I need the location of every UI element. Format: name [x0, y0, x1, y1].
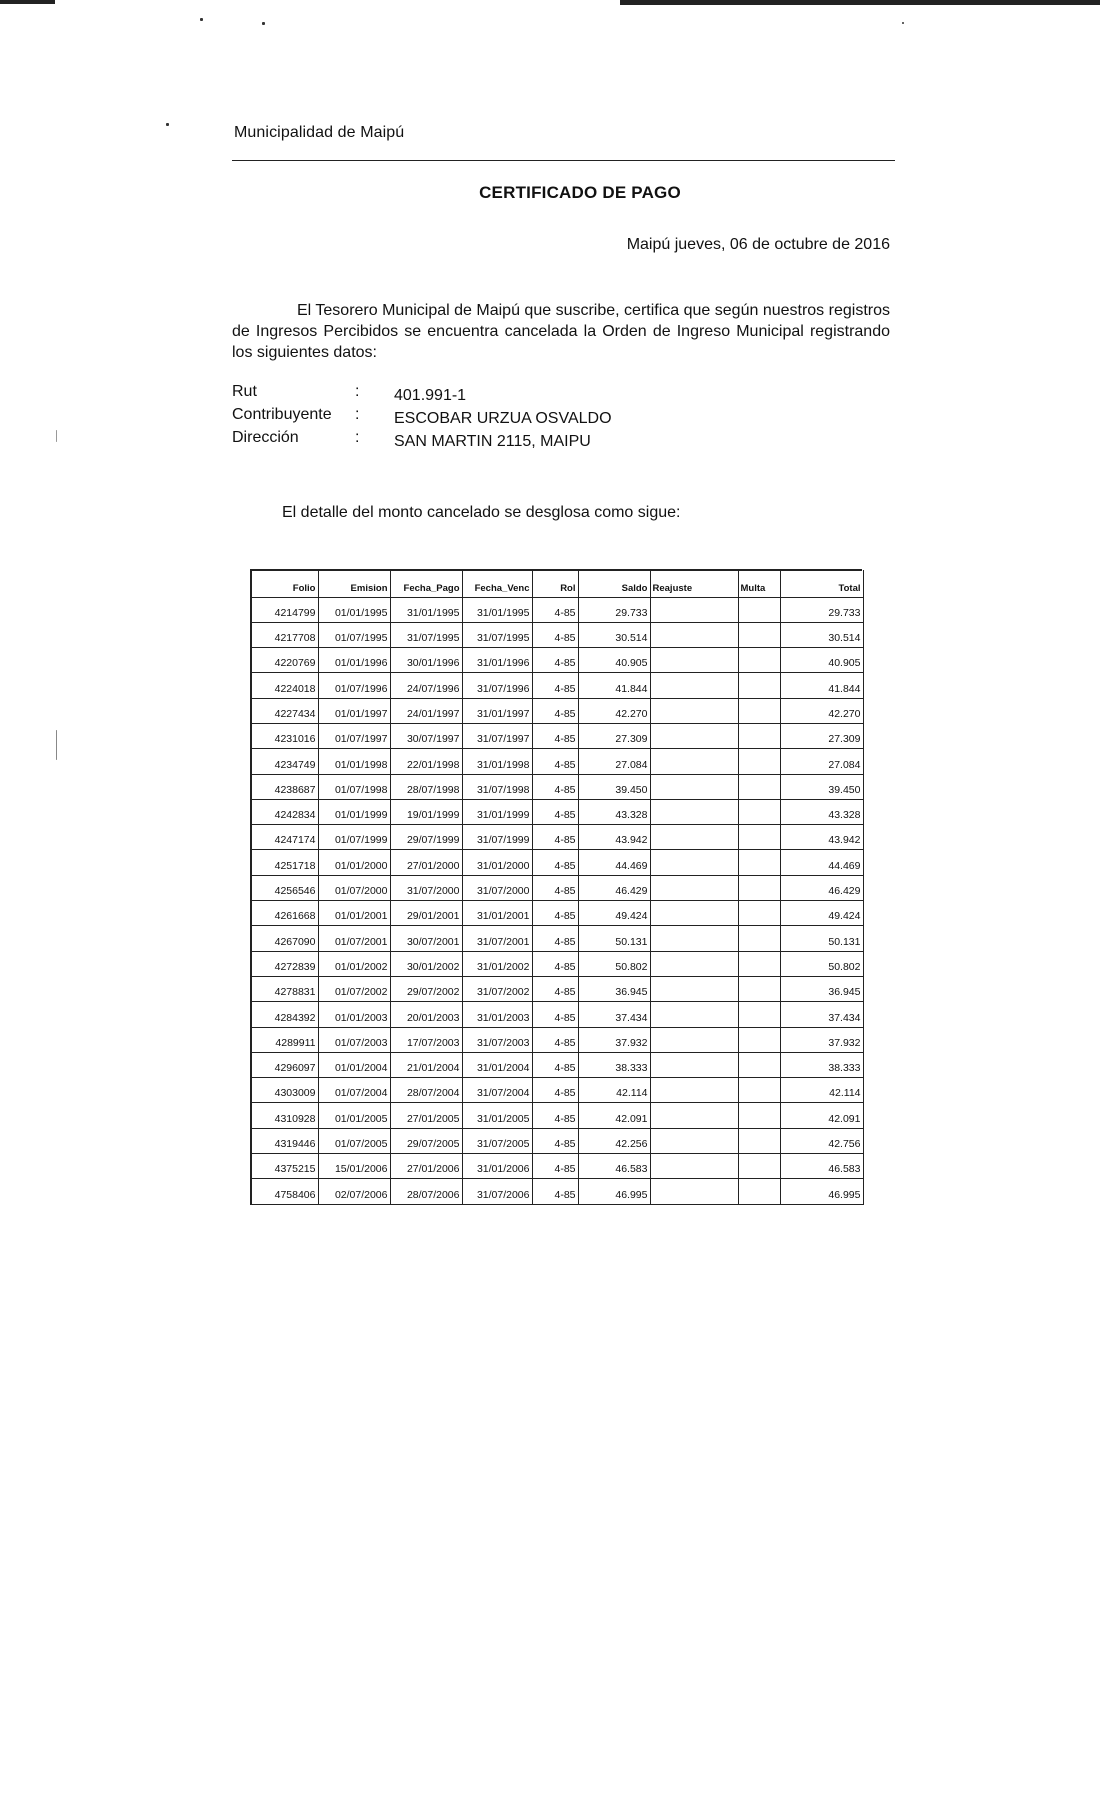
cell-reajuste: [650, 825, 738, 850]
cell-emision: 01/01/2005: [318, 1103, 390, 1128]
cell-folio: 4284392: [251, 1002, 318, 1027]
cell-reajuste: [650, 1027, 738, 1052]
cell-multa: [738, 1179, 780, 1204]
cell-fecha-venc: 31/07/2001: [462, 926, 532, 951]
cell-folio: 4251718: [251, 850, 318, 875]
cell-reajuste: [650, 976, 738, 1001]
cell-total: 29.733: [780, 597, 863, 622]
scan-speck: [56, 430, 57, 442]
cell-folio: 4217708: [251, 622, 318, 647]
cell-fecha-pago: 17/07/2003: [390, 1027, 462, 1052]
scan-edge-artifact: [0, 0, 1100, 6]
cell-reajuste: [650, 799, 738, 824]
cell-rol: 4-85: [532, 1154, 578, 1179]
cell-saldo: 30.514: [578, 622, 650, 647]
table-row: [251, 825, 863, 850]
column-header-emision: Emision: [318, 570, 390, 597]
header-divider: [232, 160, 895, 161]
table-row: [251, 723, 863, 748]
document-title-text: CERTIFICADO DE PAGO: [479, 183, 681, 202]
cell-folio: 4758406: [251, 1179, 318, 1204]
cell-total: 27.309: [780, 723, 863, 748]
field-value: ESCOBAR URZUA OSVALDO: [394, 410, 612, 427]
cell-emision: 01/07/1996: [318, 673, 390, 698]
cell-saldo: 37.434: [578, 1002, 650, 1027]
cell-fecha-pago: 30/07/1997: [390, 723, 462, 748]
cell-rol: 4-85: [532, 1027, 578, 1052]
cell-reajuste: [650, 1078, 738, 1103]
cell-saldo: 38.333: [578, 1052, 650, 1077]
cell-folio: 4296097: [251, 1052, 318, 1077]
field-colon: :: [355, 406, 360, 423]
table-row: [251, 799, 863, 824]
cell-saldo: 46.995: [578, 1179, 650, 1204]
cell-folio: 4303009: [251, 1078, 318, 1103]
cell-folio: 4256546: [251, 875, 318, 900]
cell-folio: 4272839: [251, 951, 318, 976]
table-row: [251, 1078, 863, 1103]
cell-rol: 4-85: [532, 723, 578, 748]
table-header-row: [251, 570, 863, 597]
cell-total: 30.514: [780, 622, 863, 647]
cell-rol: 4-85: [532, 799, 578, 824]
cell-emision: 01/01/1996: [318, 648, 390, 673]
field-colon: :: [355, 429, 360, 446]
cell-multa: [738, 1002, 780, 1027]
cell-emision: 01/01/2002: [318, 951, 390, 976]
cell-folio: 4220769: [251, 648, 318, 673]
table-row: [251, 951, 863, 976]
cell-reajuste: [650, 622, 738, 647]
cell-total: 46.583: [780, 1154, 863, 1179]
cell-fecha-pago: 28/07/2006: [390, 1179, 462, 1204]
cell-fecha-venc: 31/01/2001: [462, 901, 532, 926]
cell-fecha-pago: 27/01/2006: [390, 1154, 462, 1179]
table-row: [251, 749, 863, 774]
cell-total: 42.114: [780, 1078, 863, 1103]
cell-fecha-pago: 24/01/1997: [390, 698, 462, 723]
table-row: [251, 976, 863, 1001]
cell-fecha-pago: 22/01/1998: [390, 749, 462, 774]
cell-fecha-pago: 19/01/1999: [390, 799, 462, 824]
column-header-total: Total: [780, 570, 863, 597]
cell-fecha-venc: 31/01/2006: [462, 1154, 532, 1179]
cell-rol: 4-85: [532, 597, 578, 622]
cell-fecha-venc: 31/01/2003: [462, 1002, 532, 1027]
scan-speck: [200, 18, 203, 21]
cell-folio: 4214799: [251, 597, 318, 622]
cell-folio: 4289911: [251, 1027, 318, 1052]
cell-multa: [738, 875, 780, 900]
cell-emision: 01/01/1997: [318, 698, 390, 723]
cell-fecha-pago: 30/01/2002: [390, 951, 462, 976]
cell-emision: 01/01/1999: [318, 799, 390, 824]
organization-name: Municipalidad de Maipú: [234, 124, 405, 141]
cell-emision: 01/07/1999: [318, 825, 390, 850]
cell-total: 46.429: [780, 875, 863, 900]
cell-rol: 4-85: [532, 1078, 578, 1103]
cell-multa: [738, 723, 780, 748]
cell-saldo: 49.424: [578, 901, 650, 926]
cell-multa: [738, 774, 780, 799]
cell-fecha-pago: 28/07/2004: [390, 1078, 462, 1103]
cell-reajuste: [650, 1128, 738, 1153]
cell-total: 44.469: [780, 850, 863, 875]
cell-fecha-venc: 31/07/1996: [462, 673, 532, 698]
cell-fecha-venc: 31/07/1997: [462, 723, 532, 748]
cell-folio: 4234749: [251, 749, 318, 774]
cell-emision: 01/07/1998: [318, 774, 390, 799]
cell-folio: 4278831: [251, 976, 318, 1001]
cell-fecha-pago: 20/01/2003: [390, 1002, 462, 1027]
scan-speck: [902, 22, 904, 24]
cell-fecha-pago: 27/01/2005: [390, 1103, 462, 1128]
cell-multa: [738, 1128, 780, 1153]
cell-folio: 4319446: [251, 1128, 318, 1153]
cell-fecha-venc: 31/07/2006: [462, 1179, 532, 1204]
scan-speck: [166, 123, 169, 126]
table-row: [251, 1103, 863, 1128]
cell-rol: 4-85: [532, 850, 578, 875]
cell-rol: 4-85: [532, 698, 578, 723]
table-row: [251, 774, 863, 799]
cell-folio: 4227434: [251, 698, 318, 723]
cell-rol: 4-85: [532, 976, 578, 1001]
cell-multa: [738, 749, 780, 774]
cell-reajuste: [650, 1179, 738, 1204]
cell-multa: [738, 1154, 780, 1179]
cell-multa: [738, 850, 780, 875]
cell-saldo: 27.309: [578, 723, 650, 748]
cell-total: 40.905: [780, 648, 863, 673]
cell-rol: 4-85: [532, 926, 578, 951]
cell-saldo: 27.084: [578, 749, 650, 774]
cell-total: 43.328: [780, 799, 863, 824]
cell-saldo: 46.429: [578, 875, 650, 900]
cell-multa: [738, 1103, 780, 1128]
field-label: Rut: [232, 383, 257, 400]
column-header-fecha-venc: Fecha_Venc: [462, 570, 532, 597]
detail-intro: El detalle del monto cancelado se desglosa como sigue:: [282, 504, 681, 521]
cell-emision: 01/07/2003: [318, 1027, 390, 1052]
column-header-folio: Folio: [251, 570, 318, 597]
cell-fecha-venc: 31/01/2005: [462, 1103, 532, 1128]
table-row: [251, 673, 863, 698]
cell-saldo: 39.450: [578, 774, 650, 799]
cell-rol: 4-85: [532, 1052, 578, 1077]
scan-speck: [262, 22, 265, 25]
table-row: [251, 850, 863, 875]
cell-emision: 01/01/2003: [318, 1002, 390, 1027]
cell-multa: [738, 825, 780, 850]
cell-rol: 4-85: [532, 648, 578, 673]
cell-total: 42.270: [780, 698, 863, 723]
cell-folio: 4238687: [251, 774, 318, 799]
cell-fecha-venc: 31/01/1996: [462, 648, 532, 673]
cell-folio: 4247174: [251, 825, 318, 850]
cell-emision: 02/07/2006: [318, 1179, 390, 1204]
cell-reajuste: [650, 1052, 738, 1077]
cell-fecha-pago: 31/07/1995: [390, 622, 462, 647]
cell-reajuste: [650, 1103, 738, 1128]
table-row: [251, 1002, 863, 1027]
cell-emision: 01/01/2000: [318, 850, 390, 875]
cell-rol: 4-85: [532, 774, 578, 799]
cell-fecha-pago: 29/07/1999: [390, 825, 462, 850]
cell-fecha-venc: 31/01/2004: [462, 1052, 532, 1077]
cell-fecha-pago: 27/01/2000: [390, 850, 462, 875]
column-header-saldo: Saldo: [578, 570, 650, 597]
cell-rol: 4-85: [532, 673, 578, 698]
table-row: [251, 1179, 863, 1204]
cell-saldo: 43.328: [578, 799, 650, 824]
cell-fecha-venc: 31/01/2000: [462, 850, 532, 875]
cell-fecha-pago: 29/07/2002: [390, 976, 462, 1001]
cell-folio: 4224018: [251, 673, 318, 698]
cell-multa: [738, 901, 780, 926]
cell-emision: 01/01/1995: [318, 597, 390, 622]
cell-reajuste: [650, 673, 738, 698]
scan-mark-left: [0, 0, 55, 4]
cell-multa: [738, 597, 780, 622]
scan-mark-right: [620, 0, 1100, 5]
cell-folio: 4267090: [251, 926, 318, 951]
cell-total: 39.450: [780, 774, 863, 799]
field-value: SAN MARTIN 2115, MAIPU: [394, 433, 591, 450]
cell-total: 36.945: [780, 976, 863, 1001]
cell-reajuste: [650, 698, 738, 723]
column-header-rol: Rol: [532, 570, 578, 597]
cell-folio: 4242834: [251, 799, 318, 824]
column-header-multa: Multa: [738, 570, 780, 597]
cell-emision: 01/07/2005: [318, 1128, 390, 1153]
cell-total: 43.942: [780, 825, 863, 850]
cell-reajuste: [650, 951, 738, 976]
table-row: [251, 926, 863, 951]
cell-fecha-pago: 29/07/2005: [390, 1128, 462, 1153]
document-title: [0, 183, 1100, 203]
cell-total: 50.131: [780, 926, 863, 951]
table-row: [251, 875, 863, 900]
cell-multa: [738, 673, 780, 698]
cell-fecha-pago: 30/01/1996: [390, 648, 462, 673]
cell-fecha-pago: 24/07/1996: [390, 673, 462, 698]
cell-total: 42.756: [780, 1128, 863, 1153]
cell-fecha-pago: 31/07/2000: [390, 875, 462, 900]
cell-fecha-venc: 31/07/1998: [462, 774, 532, 799]
cell-saldo: 43.942: [578, 825, 650, 850]
column-header-fecha-pago: Fecha_Pago: [390, 570, 462, 597]
cell-reajuste: [650, 850, 738, 875]
cell-fecha-venc: 31/01/2002: [462, 951, 532, 976]
cell-emision: 01/01/2004: [318, 1052, 390, 1077]
cell-saldo: 36.945: [578, 976, 650, 1001]
cell-saldo: 29.733: [578, 597, 650, 622]
cell-folio: 4261668: [251, 901, 318, 926]
cell-multa: [738, 1078, 780, 1103]
cell-fecha-venc: 31/01/1998: [462, 749, 532, 774]
cell-emision: 01/01/2001: [318, 901, 390, 926]
cell-rol: 4-85: [532, 1179, 578, 1204]
cell-rol: 4-85: [532, 901, 578, 926]
cell-reajuste: [650, 774, 738, 799]
cell-saldo: 42.114: [578, 1078, 650, 1103]
field-colon: :: [355, 383, 360, 400]
cell-fecha-venc: 31/07/2002: [462, 976, 532, 1001]
cell-fecha-venc: 31/07/1995: [462, 622, 532, 647]
field-value: 401.991-1: [394, 387, 467, 404]
cell-saldo: 42.256: [578, 1128, 650, 1153]
date-line: Maipú jueves, 06 de octubre de 2016: [626, 236, 890, 253]
cell-reajuste: [650, 901, 738, 926]
cell-fecha-venc: 31/07/2003: [462, 1027, 532, 1052]
cell-multa: [738, 648, 780, 673]
cell-saldo: 42.270: [578, 698, 650, 723]
cell-fecha-venc: 31/07/2004: [462, 1078, 532, 1103]
cell-rol: 4-85: [532, 825, 578, 850]
cell-saldo: 41.844: [578, 673, 650, 698]
cell-reajuste: [650, 597, 738, 622]
cell-multa: [738, 951, 780, 976]
cell-multa: [738, 698, 780, 723]
cell-rol: 4-85: [532, 951, 578, 976]
cell-emision: 01/07/2002: [318, 976, 390, 1001]
cell-reajuste: [650, 1002, 738, 1027]
cell-multa: [738, 1052, 780, 1077]
cell-total: 49.424: [780, 901, 863, 926]
cell-saldo: 40.905: [578, 648, 650, 673]
table-row: [251, 1027, 863, 1052]
cell-folio: 4310928: [251, 1103, 318, 1128]
certification-paragraph: El Tesorero Municipal de Maipú que suscribe, certifica que según nuestros registros de Ingresos Percibidos se encuentra cancelada la Orden de Ingreso Municipal registrando los siguientes datos:: [232, 302, 890, 361]
cell-fecha-pago: 21/01/2004: [390, 1052, 462, 1077]
cell-total: 50.802: [780, 951, 863, 976]
cell-total: 27.084: [780, 749, 863, 774]
field-label: Contribuyente: [232, 406, 332, 423]
cell-multa: [738, 799, 780, 824]
cell-saldo: 50.131: [578, 926, 650, 951]
cell-rol: 4-85: [532, 622, 578, 647]
field-label: Dirección: [232, 429, 299, 446]
cell-reajuste: [650, 749, 738, 774]
cell-total: 42.091: [780, 1103, 863, 1128]
table-row: [251, 1052, 863, 1077]
table-row: [251, 622, 863, 647]
column-header-reajuste: Reajuste: [650, 570, 738, 597]
table-body: [251, 597, 863, 1204]
cell-emision: 15/01/2006: [318, 1154, 390, 1179]
table-row: [251, 698, 863, 723]
cell-fecha-pago: 29/01/2001: [390, 901, 462, 926]
table-row: [251, 1128, 863, 1153]
cell-fecha-venc: 31/07/1999: [462, 825, 532, 850]
scan-speck: [56, 730, 57, 760]
cell-total: 38.333: [780, 1052, 863, 1077]
cell-emision: 01/07/2004: [318, 1078, 390, 1103]
cell-multa: [738, 622, 780, 647]
cell-fecha-venc: 31/01/1995: [462, 597, 532, 622]
cell-total: 46.995: [780, 1179, 863, 1204]
payment-detail-table: [250, 570, 864, 1205]
cell-multa: [738, 1027, 780, 1052]
table-row: [251, 1154, 863, 1179]
cell-fecha-venc: 31/07/2005: [462, 1128, 532, 1153]
cell-rol: 4-85: [532, 875, 578, 900]
cell-total: 37.434: [780, 1002, 863, 1027]
cell-total: 41.844: [780, 673, 863, 698]
cell-rol: 4-85: [532, 749, 578, 774]
cell-emision: 01/07/2001: [318, 926, 390, 951]
table-row: [251, 901, 863, 926]
table-row: [251, 648, 863, 673]
table-row: [251, 597, 863, 622]
cell-multa: [738, 926, 780, 951]
cell-reajuste: [650, 875, 738, 900]
cell-saldo: 37.932: [578, 1027, 650, 1052]
cell-fecha-pago: 28/07/1998: [390, 774, 462, 799]
cell-saldo: 42.091: [578, 1103, 650, 1128]
cell-folio: 4231016: [251, 723, 318, 748]
cell-rol: 4-85: [532, 1128, 578, 1153]
cell-reajuste: [650, 723, 738, 748]
cell-emision: 01/07/2000: [318, 875, 390, 900]
cell-total: 37.932: [780, 1027, 863, 1052]
cell-multa: [738, 976, 780, 1001]
cell-reajuste: [650, 926, 738, 951]
cell-emision: 01/01/1998: [318, 749, 390, 774]
cell-rol: 4-85: [532, 1002, 578, 1027]
cell-fecha-venc: 31/07/2000: [462, 875, 532, 900]
cell-reajuste: [650, 648, 738, 673]
cell-fecha-pago: 30/07/2001: [390, 926, 462, 951]
cell-fecha-venc: 31/01/1999: [462, 799, 532, 824]
cell-saldo: 44.469: [578, 850, 650, 875]
cell-fecha-venc: 31/01/1997: [462, 698, 532, 723]
cell-rol: 4-85: [532, 1103, 578, 1128]
cell-emision: 01/07/1995: [318, 622, 390, 647]
cell-saldo: 50.802: [578, 951, 650, 976]
cell-folio: 4375215: [251, 1154, 318, 1179]
cell-emision: 01/07/1997: [318, 723, 390, 748]
cell-saldo: 46.583: [578, 1154, 650, 1179]
cell-reajuste: [650, 1154, 738, 1179]
cell-fecha-pago: 31/01/1995: [390, 597, 462, 622]
